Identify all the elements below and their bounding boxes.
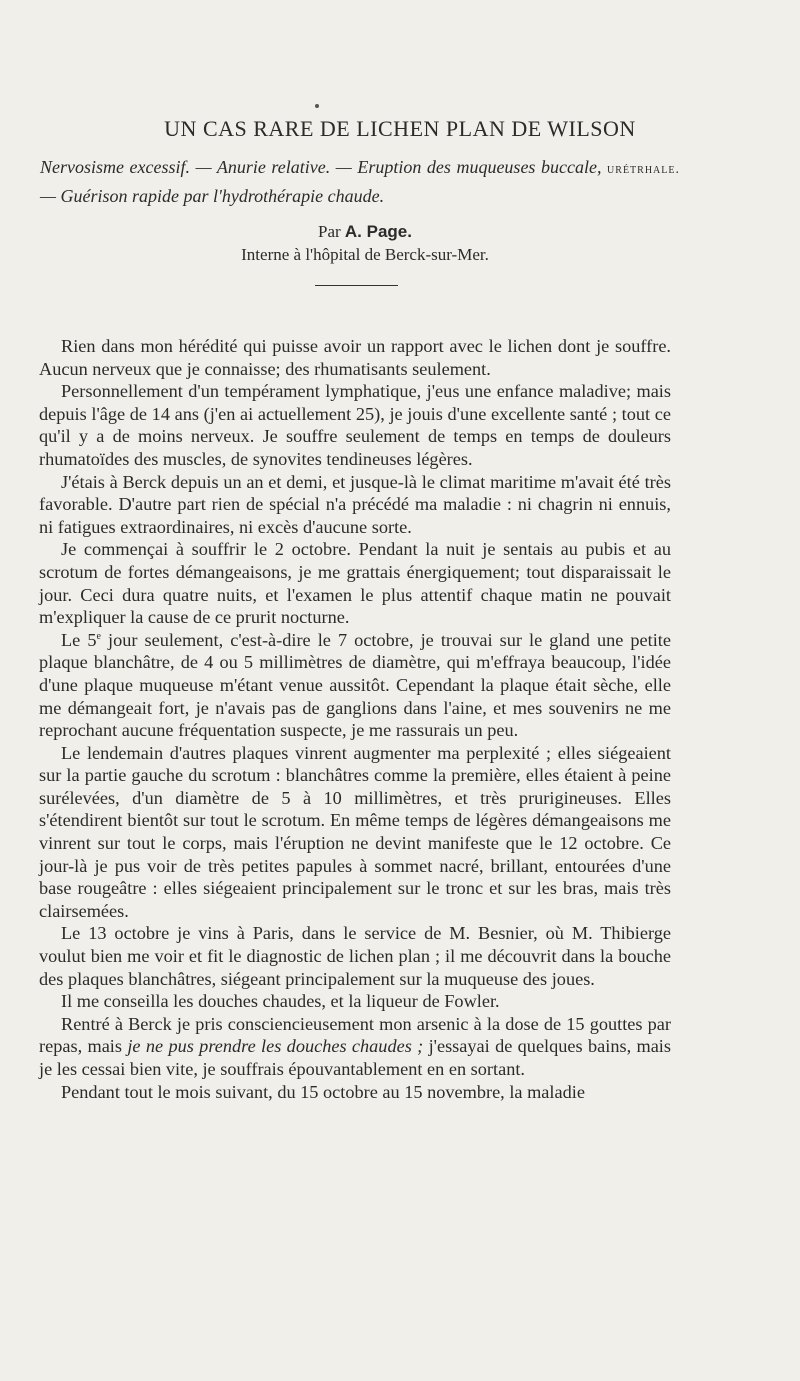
author-line [0, 220, 730, 243]
paragraph-5-rest: jour seulement, c'est-à-dire le 7 octobre, je trouvai sur le gland une petite plaque blanchâtre, de 4 ou 5 millimètres de diamètre, qui m'effraya beaucoup, l'idée d'une plaque muqueuse m'étant venue aussitôt. Cependant la plaque était sèche, elle me démangeait fort, je n'avais pas de ganglions dans l'aine, et mes souvenirs ne me reprochant aucune fréquentation suspecte, je me rassurais un peu. [39, 629, 672, 741]
separator-rule [315, 285, 398, 286]
subtitle-smallcaps: urétrhale. [607, 162, 680, 177]
paragraph-3: J'étais à Berck depuis un an et demi, et jusque-là le climat maritime m'avait été très favorable. D'autre part rien de spécial n'a précédé ma maladie : ni chagrin ni ennuis, ni fatigues extraordinaires, ni excès d'aucune sorte. [39, 471, 671, 537]
author-name: A. Page. [344, 222, 412, 241]
paragraph-9-rest: j'essayai de quelques bains, mais je les cessai bien vite, je souffrais épouvantablement en en sortant. [39, 1036, 672, 1079]
ordinal-superscript: e [96, 630, 101, 642]
paragraph-1: Rien dans mon hérédité qui puisse avoir un rapport avec le lichen dont je souffre. Aucun nerveux que je connaisse; des rhumatisants seulement. [39, 336, 671, 379]
subtitle-part-2: — Guérison rapide par l'hydrothérapie chaude. [40, 186, 385, 206]
paragraph-9-italic: je ne pus prendre les douches chaudes ; [127, 1036, 424, 1057]
byline-prefix: Par [317, 222, 341, 241]
paragraph-9-start: Rentré à Berck je pris consciencieusement mon arsenic à la dose de 15 gouttes par repas, mais [39, 1013, 671, 1057]
subtitle-part-1: Nervosisme excessif. — Anurie relative. — Eruption des muqueuses buccale, [40, 157, 602, 177]
paragraph-4: Je commençai à souffrir le 2 octobre. Pendant la nuit je sentais au pubis et au scrotum de fortes démangeaisons, je me grattais énergiquement; tout disparaissait le jour. Ceci dura quatre nuits, et l'examen le plus attentif chaque matin ne pouvait m'expliquer la cause de ce prurit nocturne. [39, 539, 671, 628]
paragraph-5 [39, 629, 671, 742]
paragraph-2: Personnellement d'un tempérament lymphatique, j'eus une enfance maladive; mais depuis l'âge de 14 ans (j'en ai actuellement 25), je jouis d'une excellente santé ; tout ce qu'il y a de moins nerveux. Je souffre seulement de temps en temps de douleurs rhumatoïdes des muscles, de synovites tendineuses légères. [39, 381, 671, 469]
paragraph-7: Le 13 octobre je vins à Paris, dans le service de M. Besnier, où M. Thibierge voulut bien me voir et fit le diagnostic de lichen plan ; il me découvrit dans la bouche des plaques blanchâtres, siégeant principalement sur la muqueuse des joues. [39, 923, 671, 989]
article-body [39, 335, 671, 1103]
paragraph-5-start: Le 5 [61, 629, 97, 650]
printer-dot [315, 104, 319, 108]
paragraph-10: Pendant tout le mois suivant, du 15 octobre au 15 novembre, la maladie [61, 1081, 585, 1102]
paragraph-6: Le lendemain d'autres plaques vinrent augmenter ma perplexité ; elles siégeaient sur la partie gauche du scrotum : blanchâtres comme la première, elles étaient à peine surélevées, d'un diamètre de 5 à 10 millimètres, et très prurigineuses. Elles s'étendirent bientôt sur tout le scrotum. En même temps de légères démangeaisons me vinrent sur tout le corps, mais l'éruption ne devint manifeste que le 12 octobre. Ce jour-là je pus voir de très petites papules à sommet nacré, brillant, entourées d'une base rougeâtre : elles siégeaient principalement sur le tronc et sur les bras, mais très clairsemées. [39, 742, 671, 921]
paragraph-9 [39, 1013, 671, 1081]
paragraph-8: Il me conseilla les douches chaudes, et la liqueur de Fowler. [61, 991, 500, 1012]
article-subtitle [40, 154, 680, 210]
author-affiliation: Interne à l'hôpital de Berck-sur-Mer. [241, 245, 489, 264]
byline [0, 220, 730, 266]
article-title: UN CAS RARE DE LICHEN PLAN DE WILSON [164, 116, 636, 141]
